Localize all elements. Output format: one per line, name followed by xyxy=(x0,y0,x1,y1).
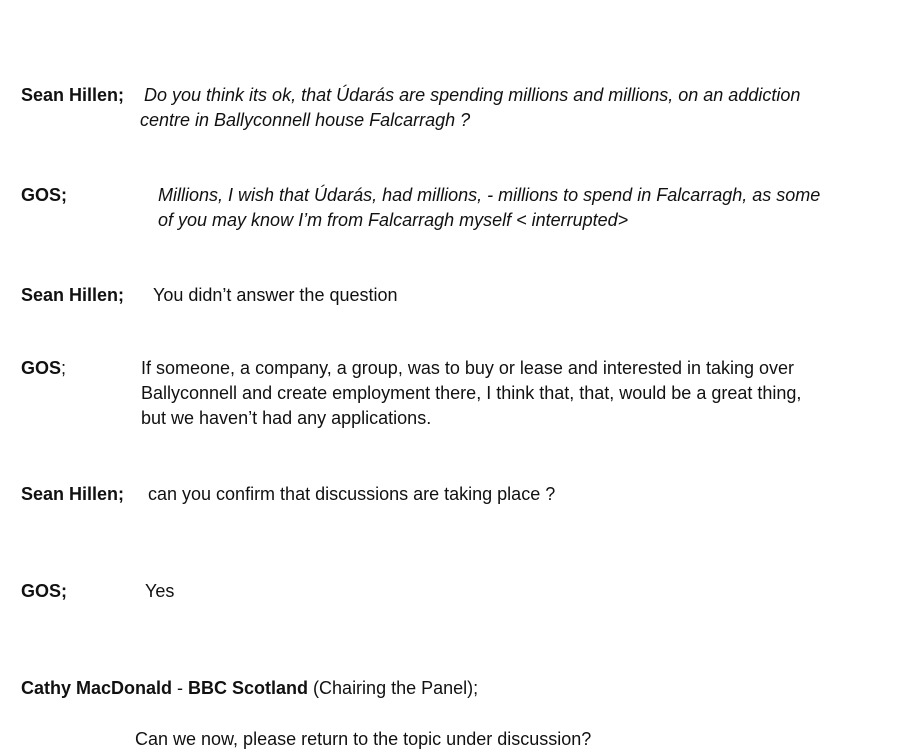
utterance-line: but we haven’t had any applications. xyxy=(141,408,432,428)
utterance-line: If someone, a company, a group, was to buy or lease and interested in taking over xyxy=(141,358,795,378)
utterance-line: Millions, I wish that Údarás, had millions, - millions to spend in Falcarragh, as some xyxy=(158,185,821,205)
speaker-label: GOS; xyxy=(21,581,68,601)
utterance-line: centre in Ballyconnell house Falcarragh ? xyxy=(140,110,471,130)
speaker-label: GOS; xyxy=(21,185,68,205)
utterance-line: Yes xyxy=(145,581,175,601)
utterance-line: of you may know I’m from Falcarragh myself < interrupted> xyxy=(158,210,629,230)
utterance-line: Ballyconnell and create employment there, I think that, that, would be a great thing, xyxy=(141,383,802,403)
utterance-line: can you confirm that discussions are taking place ? xyxy=(148,484,556,504)
speaker-label: GOS; xyxy=(21,358,67,378)
chair-question: Can we now, please return to the topic under discussion? xyxy=(135,729,592,749)
speaker-label: Sean Hillen; xyxy=(21,285,125,305)
chair-label: Cathy MacDonald - BBC Scotland (Chairing the Panel); xyxy=(21,678,479,698)
utterance-line: You didn’t answer the question xyxy=(153,285,398,305)
utterance-line: Do you think its ok, that Údarás are spending millions and millions, on an addiction xyxy=(144,85,801,105)
speaker-label: Sean Hillen; xyxy=(21,85,125,105)
speaker-label: Sean Hillen; xyxy=(21,484,125,504)
